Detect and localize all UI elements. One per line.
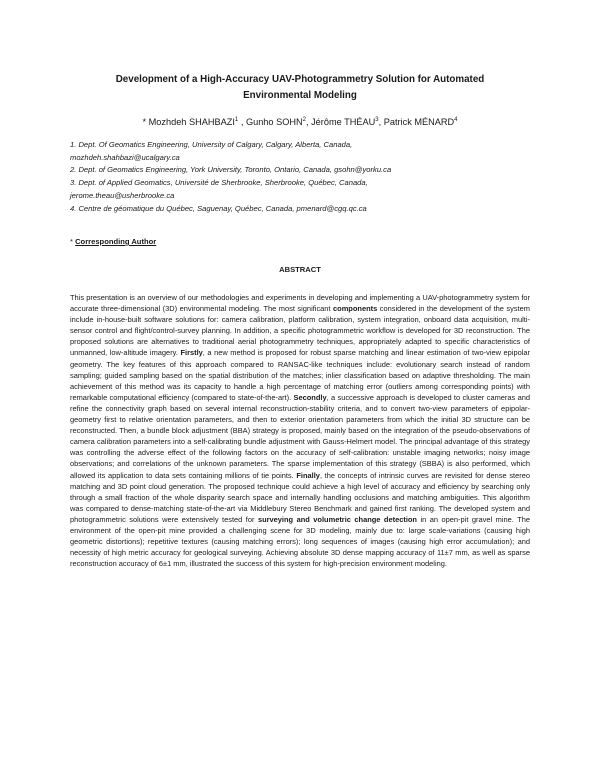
- abstract-text: This presentation is an overview of our methodologies and experiments in developing and implementing a UAV-photogrammetry system for accurate three-dimensional (3D) environmental modeling. The most significant: [70, 293, 530, 314]
- title-line-1: Development of a High-Accuracy UAV-Photogrammetry Solution for Automated: [115, 74, 485, 85]
- author-list: [70, 113, 530, 129]
- author-name: Mozhdeh SHAHBAZI: [148, 117, 235, 128]
- abstract-emphasis: surveying and volumetric change detection: [257, 514, 417, 524]
- abstract-emphasis: Finally: [296, 470, 320, 480]
- abstract-text: in an open-pit gravel mine. The environment of the open-pit mine provided a challenging scene for 3D modeling, mainly due to: large scale-variations (causing high geometric distortions); repetitive textures (causing matching errors); long sequences of images (causing high error accumulation); and necessity of high metric accuracy for geological surveying. Achieving absolute 3D dense mapping accuracy of 11±7 mm, as well as sparse reconstruction accuracy of 6±1 mm, illustrated the success of this system for high-precision environment modeling.: [70, 514, 530, 569]
- author-prefix: *: [142, 117, 149, 128]
- paper-title: [70, 72, 530, 104]
- abstract-text: , a new method is proposed for robust sparse matching and linear estimation of two-view epipolar geometry. The key features of this approach compared to RANSAC-like techniques include: evolutionary search instead of random sampling; guided sampling based on the spatial distribution of the matches; inlier classification based on adaptive thresholding. The main achievement of this method was its capacity to handle a high percentage of matching error (outliers among corresponding points) with remarkable computational efficiency (compared to state-of-the-art).: [70, 348, 530, 402]
- abstract-emphasis: Secondly: [293, 392, 327, 402]
- author-name: Patrick MÉNARD: [383, 117, 455, 128]
- affiliation-email: jerome.theau@usherbrooke.ca: [70, 190, 175, 200]
- abstract-text: , the concepts of intrinsic curves are revisited for dense stereo matching and 3D point cloud generation. The proposed technique could achieve a high level of accuracy and efficiency by searching only through a small fraction of the whole disparity search space and internally handling occlusions and matching ambiguities. This algorithm was compared to dense-matching state-of-the-art via Middlebury Stereo Benchmark and gained first ranking. The developed system and photogrammetric solutions were extensively tested for: [70, 470, 530, 524]
- affiliation-line: 2. Dept. of Geomatics Engineering, York University, Toronto, Ontario, Canada, gsohn@yorku.ca: [70, 165, 392, 175]
- corresponding-author-link[interactable]: Corresponding Author: [75, 237, 157, 246]
- corresponding-author-note: [70, 236, 156, 248]
- author-affiliation-number: 1: [234, 117, 239, 123]
- author-name: Jérôme THÉAU: [311, 117, 376, 128]
- abstract-text: considered in the development of the system include in-house-built software solutions for: camera calibration, platform calibration, system integration, onboard data acquisition, multi-sensor control and flight/control-survey planning. In addition, a specific photogrammetric workflow is developed for 3D reconstruction. The proposed solutions are alternatives to traditional aerial photogrammetry techniques, appropriately adapted to specific characteristics of unmanned, low-altitude imagery.: [70, 304, 530, 358]
- author-affiliation-number: 3: [375, 117, 379, 123]
- affiliation-line: 3. Dept. of Applied Geomatics, Université de Sherbrooke, Sherbrooke, Québec, Canada,: [70, 178, 368, 188]
- abstract-body: [70, 292, 530, 569]
- abstract-emphasis: Firstly: [180, 348, 203, 358]
- author-affiliation-number: 4: [454, 117, 458, 123]
- affiliation-list: [70, 139, 530, 215]
- affiliation-line: 1. Dept. Of Geomatics Engineering, University of Calgary, Calgary, Alberta, Canada,: [70, 140, 353, 149]
- corresponding-asterisk: *: [70, 237, 76, 246]
- affiliation-line: 4. Centre de géomatique du Québec, Saguenay, Québec, Canada, pmenard@cgq.qc.ca: [70, 203, 367, 213]
- author-affiliation-number: 2: [302, 117, 306, 123]
- abstract-heading: ABSTRACT: [279, 265, 321, 274]
- author-name: Gunho SOHN: [245, 117, 303, 128]
- title-line-2: Environmental Modeling: [243, 90, 357, 101]
- author-separator: ,: [378, 117, 384, 128]
- abstract-emphasis: components: [333, 304, 378, 314]
- author-separator: ,: [238, 117, 246, 128]
- abstract-text: , a successive approach is developed to cluster cameras and refine the connectivity graph based on several internal reconstruction-stability criteria, and to convert two-view parameters of epipolar-geometry first to relative orientation parameters, and then to exterior orientation parameters from which the initial 3D structure can be reconstructed. Then, a bundle block adjustment (BBA) strategy is proposed, mainly based on the integration of the pseudo-observations of camera calibration parameters into a self-calibrating bundle adjustment with Gauss-Helmert model. The principal advantage of this strategy was controlling the adverse effect of the following factors on the accuracy of self-calibration: unstable imaging networks; noisy image observations; and correlations of the unknown parameters. The sparse implementation of this strategy (SBBA) is also performed, which allowed its application to data sets containing millions of tie points.: [70, 392, 530, 480]
- affiliation-email: mozhdeh.shahbazi@ucalgary.ca: [70, 152, 180, 162]
- author-separator: ,: [305, 117, 312, 128]
